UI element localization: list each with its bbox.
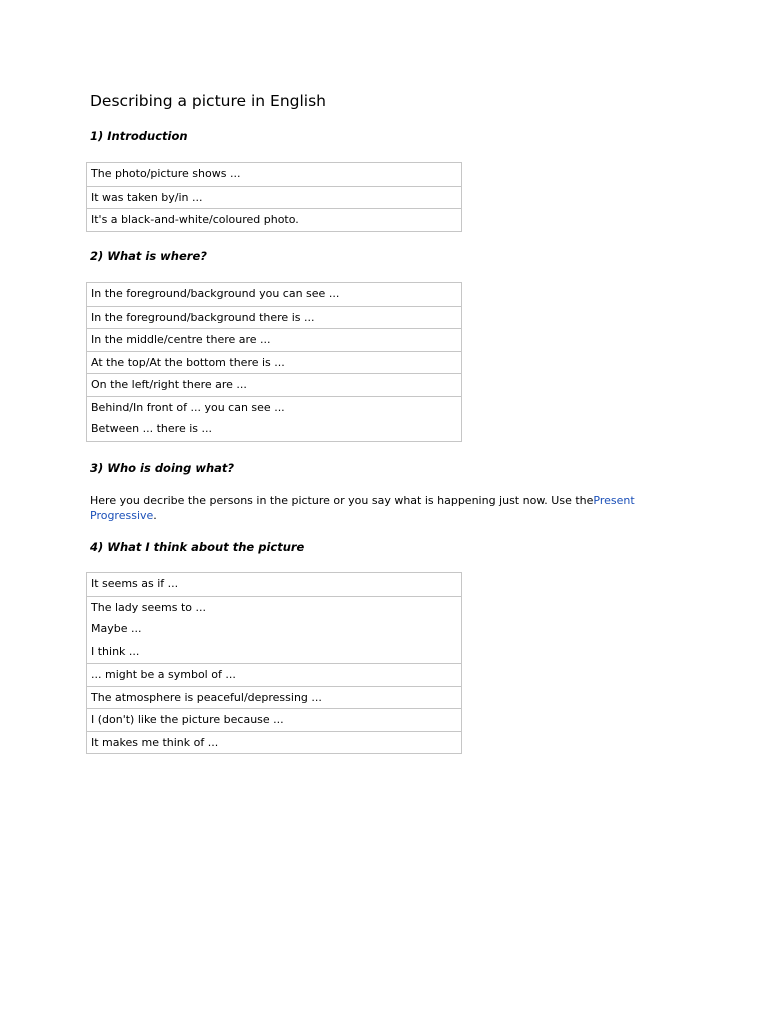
table-row: In the foreground/background there is ... bbox=[87, 306, 461, 329]
table-row: The lady seems to ... bbox=[87, 596, 461, 619]
table-row: It makes me think of ... bbox=[87, 731, 461, 754]
introduction-phrases-table bbox=[86, 162, 462, 232]
opinion-phrases-table bbox=[86, 572, 462, 754]
table-row: In the middle/centre there are ... bbox=[87, 328, 461, 351]
table-row: At the top/At the bottom there is ... bbox=[87, 351, 461, 374]
section-paragraph bbox=[90, 493, 670, 523]
table-row: Behind/In front of ... you can see ... bbox=[87, 396, 461, 419]
table-row: I think ... bbox=[91, 644, 140, 658]
page-title: Describing a picture in English bbox=[90, 92, 326, 110]
table-row: It seems as if ... bbox=[91, 577, 179, 590]
table-row: On the left/right there are ... bbox=[87, 373, 461, 396]
section-heading-what-is-where: 2) What is where? bbox=[90, 249, 207, 263]
table-row: I (don't) like the picture because ... bbox=[87, 708, 461, 731]
what-is-where-phrases-table bbox=[86, 282, 462, 442]
table-row: ... might be a symbol of ... bbox=[87, 663, 461, 686]
section-heading-who-is-doing-what: 3) Who is doing what? bbox=[90, 461, 235, 475]
paragraph-text: Here you decribe the persons in the picture or you say what is happening just now. Use the bbox=[90, 494, 594, 507]
table-row: In the foreground/background you can see ... bbox=[91, 287, 340, 300]
table-row: It's a black-and-white/coloured photo. bbox=[87, 208, 461, 231]
section-heading-introduction: 1) Introduction bbox=[90, 129, 188, 143]
paragraph-end: . bbox=[153, 509, 157, 522]
table-row: Between ... there is ... bbox=[91, 422, 212, 435]
section-heading-what-i-think: 4) What I think about the picture bbox=[90, 540, 305, 554]
table-row: It was taken by/in ... bbox=[87, 186, 461, 209]
present-progressive-link[interactable]: Present Progressive bbox=[90, 494, 635, 522]
table-row: The atmosphere is peaceful/depressing ... bbox=[87, 686, 461, 709]
table-row: The photo/picture shows ... bbox=[91, 167, 241, 180]
table-row: Maybe ... bbox=[91, 622, 142, 635]
